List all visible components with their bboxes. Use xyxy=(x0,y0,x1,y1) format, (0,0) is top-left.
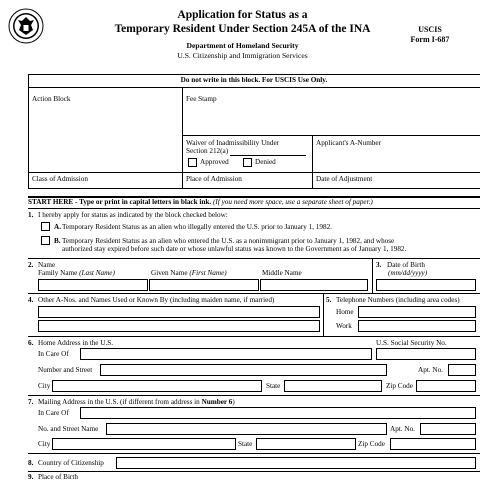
citizenship-input[interactable] xyxy=(116,457,476,469)
dhs-seal-logo xyxy=(8,8,44,44)
q2-number: 2. xyxy=(28,261,34,269)
dob-hint: (mm/dd/yyyy) xyxy=(388,269,428,277)
mail-street-input[interactable] xyxy=(106,423,387,435)
home-phone-label: Home xyxy=(336,308,354,316)
agency-name: U.S. Citizenship and Immigration Services xyxy=(177,51,308,60)
status-a-text: Temporary Resident Status as an alien who illegally entered the U.S. prior to January 1, 1982. xyxy=(62,223,332,231)
care-of-label: In Care Of xyxy=(38,350,69,358)
denied-checkbox[interactable] xyxy=(243,158,252,167)
denied-label: Denied xyxy=(255,158,276,166)
city-label: City xyxy=(38,382,51,390)
state-input[interactable] xyxy=(284,380,382,392)
ssn-label: U.S. Social Security No. xyxy=(376,339,447,347)
status-b-letter: B. xyxy=(54,237,61,245)
street-input[interactable] xyxy=(100,364,387,376)
action-block-label: Action Block xyxy=(32,95,71,103)
dob-input[interactable] xyxy=(376,279,476,291)
status-b-checkbox[interactable] xyxy=(41,236,50,245)
other-names-input-2[interactable] xyxy=(38,320,320,332)
work-phone-label: Work xyxy=(336,322,352,330)
mail-apt-input[interactable] xyxy=(420,423,476,435)
mail-care-of-label: In Care Of xyxy=(38,409,69,417)
form-title-line2: Temporary Resident Under Section 245A of the INA xyxy=(114,23,371,35)
q8-number: 8. xyxy=(28,459,34,467)
place-of-birth-label: Place of Birth xyxy=(38,473,78,481)
apt-label: Apt. No. xyxy=(418,366,443,374)
work-phone-input[interactable] xyxy=(358,320,476,332)
q4-number: 4. xyxy=(28,296,34,304)
home-phone-input[interactable] xyxy=(358,306,476,318)
mail-care-of-input[interactable] xyxy=(80,407,476,419)
start-here-italic: (If you need more space, use a separate sheet of paper.) xyxy=(212,198,373,206)
mail-city-input[interactable] xyxy=(52,438,236,450)
family-name-input[interactable] xyxy=(38,279,148,291)
city-input[interactable] xyxy=(52,380,262,392)
class-of-admission-label: Class of Admission xyxy=(32,175,88,183)
zip-input[interactable] xyxy=(416,380,476,392)
q7-number: 7. xyxy=(28,398,34,406)
date-of-adjustment-label: Date of Adjustment xyxy=(316,175,373,183)
zip-label: Zip Code xyxy=(386,382,413,390)
apt-input[interactable] xyxy=(448,364,476,376)
department-name: Department of Homeland Security xyxy=(186,41,299,50)
q9-number: 9. xyxy=(28,473,34,481)
mailing-address-label: Mailing Address in the U.S. (if different from address in Number 6) xyxy=(38,398,235,406)
q6-number: 6. xyxy=(28,339,34,347)
citizenship-label: Country of Citizenship xyxy=(38,459,104,467)
q5-number: 5. xyxy=(326,296,332,304)
middle-name-label: Middle Name xyxy=(262,269,302,277)
status-a-letter: A. xyxy=(54,223,61,231)
waiver-label-line2: Section 212(a) xyxy=(186,147,229,155)
status-b-text-line1: Temporary Resident Status as an alien who entered the U.S. as a nonimmigrant prior to January 1, 1982, and whose xyxy=(62,237,395,245)
other-names-label: Other A-Nos. and Names Used or Known By (including maiden name, if married) xyxy=(38,296,275,304)
mail-street-label: No. and Street Name xyxy=(38,425,99,433)
form-number: Form I-687 xyxy=(410,35,450,44)
mail-zip-label: Zip Code xyxy=(358,440,385,448)
street-label: Number and Street xyxy=(38,366,93,374)
form-title-line1: Application for Status as a xyxy=(177,9,308,21)
name-label: Name xyxy=(38,261,56,269)
place-of-admission-label: Place of Admission xyxy=(186,175,242,183)
waiver-label-line1: Waiver of Inadmissibility Under xyxy=(186,139,280,147)
approved-label: Approved xyxy=(200,158,229,166)
state-label: State xyxy=(266,382,281,390)
fee-stamp-label: Fee Stamp xyxy=(186,95,217,103)
status-b-text-line2: authorized stay expired before such date or whose unlawful status was known to the Government as of January 1, 1982. xyxy=(62,245,407,253)
mail-city-label: City xyxy=(38,440,51,448)
other-names-input-1[interactable] xyxy=(38,306,320,318)
ssn-input[interactable] xyxy=(376,348,476,360)
care-of-input[interactable] xyxy=(80,348,372,360)
mail-zip-input[interactable] xyxy=(390,438,476,450)
start-here-bold: START HERE - Type or print in capital letters in black ink. xyxy=(28,198,212,206)
given-name-label: Given Name (First Name) xyxy=(151,269,227,277)
uscis-label: USCIS xyxy=(418,25,442,34)
home-address-label: Home Address in the U.S. xyxy=(38,339,114,347)
approved-checkbox[interactable] xyxy=(188,158,197,167)
q3-number: 3. xyxy=(376,261,382,269)
middle-name-input[interactable] xyxy=(260,279,368,291)
status-a-checkbox[interactable] xyxy=(41,222,50,231)
dob-label: Date of Birth xyxy=(387,261,425,269)
given-name-input[interactable] xyxy=(149,279,259,291)
family-name-label: Family Name (Last Name) xyxy=(38,269,115,277)
telephone-label: Telephone Numbers (including area codes) xyxy=(336,296,460,304)
mail-state-input[interactable] xyxy=(256,438,356,450)
q1-text: I hereby apply for status as indicated by the block checked below: xyxy=(38,211,228,219)
office-use-notice: Do not write in this block. For USCIS Use Only. xyxy=(180,76,328,84)
mail-apt-label: Apt. No. xyxy=(390,425,415,433)
q1-number: 1. xyxy=(28,211,34,219)
start-here-instruction xyxy=(28,198,373,207)
a-number-label: Applicant's A-Number xyxy=(316,139,381,147)
mail-state-label: State xyxy=(238,440,253,448)
